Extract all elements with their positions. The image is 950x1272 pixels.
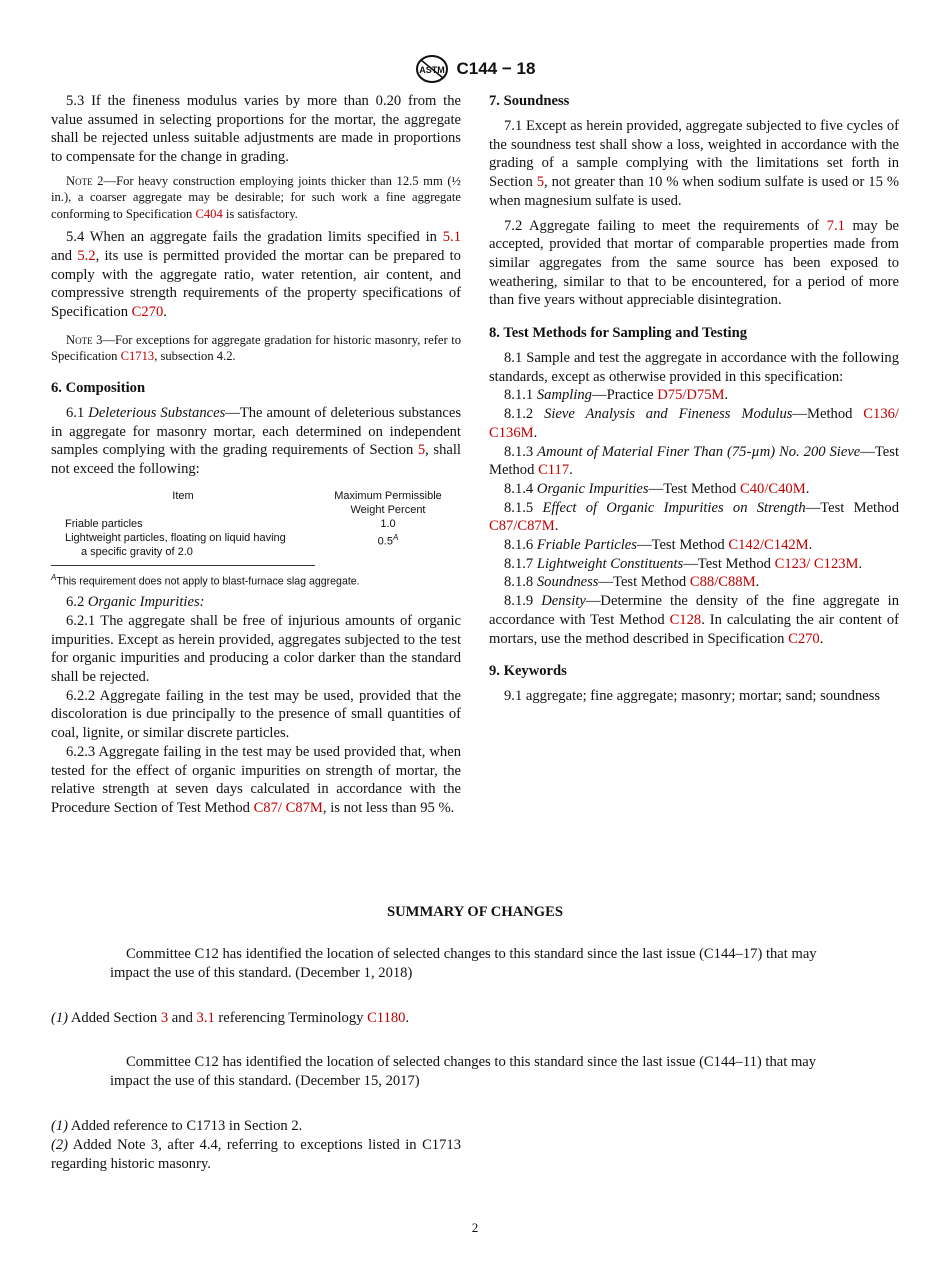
link-c128[interactable]: C128 [669,611,702,628]
para-8-1-8: 8.1.8 Soundness—Test Method C88/C88M. [504,574,760,591]
link-section-3[interactable]: 3 [160,1010,169,1026]
table-row: Friable particles 1.0 [65,517,396,530]
para-5-4: 5.4 When an aggregate fails the gradation limits specified in 5.1 and 5.2, its use is permitted provided the mortar can be prepared to comply with the aggregate ratio, water retention, air content, and compressive strength requirements of the property specifications of Specification C270. [51,229,461,321]
link-5-2[interactable]: 5.2 [77,248,96,265]
summary-title: SUMMARY OF CHANGES [387,904,563,920]
astm-logo-icon [415,54,449,84]
table-row: Lightweight particles, floating on liquid having a specific gravity of 2.0 $0.5^A$ [65,531,399,558]
link-c117[interactable]: C117 [538,462,570,479]
link-c87[interactable]: C87/C87M [489,518,555,535]
para-8-1-2: 8.1.2 Sieve Analysis and Fineness Modulus—Method C136/ C136M. [489,406,899,441]
para-8-1-6: 8.1.6 Friable Particles—Test Method C142/C142M. [504,537,813,554]
para-7-2: 7.2 Aggregate failing to meet the requirements of 7.1 may be accepted, provided that mortar of comparable properties made from similar aggregates from the same source has been exposed to weathering, similar to that to be encountered, for a period of more than five years without appreciable disintegration. [489,217,899,309]
link-c404[interactable]: C404 [195,206,223,221]
para-6-2-2: 6.2.2 Aggregate failing in the test may be used, provided that the discoloration is due principally to the presence of small quantities of coal, lignite, or similar discrete particles. [51,687,461,742]
link-c88[interactable]: C88/C88M [689,574,756,591]
link-c270[interactable]: C270 [788,630,820,647]
change-item: (1) Added reference to C1713 in Section 2. [51,1118,303,1134]
page-header [0,54,950,84]
link-c123[interactable]: C123/ C123M [774,555,859,572]
summary-para-1: Committee C12 has identified the location of selected changes to this standard since the last issue (C144–17) that may impact the use of this standard. (December 1, 2018) [110,946,817,981]
heading-composition: 6. Composition [51,379,146,396]
para-6-1: 6.1 Deleterious Substances—The amount of deleterious substances in aggregate for masonry mortar, each determined on independent samples complying with the grading requirements of Section 5, shall not exceed the following: [51,404,462,477]
link-c87[interactable]: C87/ C87M [253,799,323,816]
link-7-1[interactable]: 7.1 [826,217,845,234]
link-section-5[interactable]: 5 [536,174,545,191]
change-item: (2) Added Note 3, after 4.4, referring to exceptions listed in C1713 regarding historic masonry. [51,1137,461,1172]
para-6-2: 6.2 Organic Impurities: [66,594,205,611]
para-8-1: 8.1 Sample and test the aggregate in accordance with the following standards, except as otherwise provided in this specification: [489,350,899,385]
heading-keywords: 9. Keywords [489,663,567,680]
link-c1180[interactable]: C1180 [367,1010,406,1026]
para-9-1: 9.1 aggregate; fine aggregate; masonry; mortar; sand; soundness [504,688,881,705]
standard-code: C144 − 18 [456,59,536,78]
link-5-1[interactable]: 5.1 [442,229,461,246]
summary-para-2: Committee C12 has identified the location of selected changes to this standard since the last issue (C144–11) that may impact the use of this standard. (December 15, 2017) [110,1054,817,1089]
note-2: Note 2—For heavy construction employing joints thicker than 12.5 mm (½ in.), a coarser aggregate may be desirable; for such work a fine aggregate conforming to Specification C404 is satisfactory. [51,173,461,221]
link-c40[interactable]: C40/C40M [740,480,806,497]
table-header-max: Maximum Permissible Weight Percent [334,489,442,516]
para-8-1-3: 8.1.3 Amount of Material Finer Than (75-µm) No. 200 Sieve—Test Method C117. [489,443,899,479]
right-column [489,92,899,706]
link-section-5[interactable]: 5 [417,442,426,459]
heading-soundness: 7. Soundness [489,93,570,109]
page-number: 2 [471,1220,479,1235]
link-3-1[interactable]: 3.1 [196,1010,215,1026]
table-footnote: $^A$This requirement does not apply to blast-furnace slag aggregate. [51,572,360,588]
link-c142[interactable]: C142/C142M [728,537,809,554]
left-column [51,92,461,818]
para-8-1-7: 8.1.7 Lightweight Constituents—Test Method C123/ C123M. [504,555,863,572]
deleterious-table [51,489,461,559]
change-item: (1) Added Section 3 and 3.1 referencing Terminology C1180. [51,1010,410,1026]
table-rule [51,565,315,566]
para-6-2-3: 6.2.3 Aggregate failing in the test may be used provided that, when tested for the effect of organic impurities on strength of mortar, the relative strength at seven days calculated in accordance with the Procedure Section of Test Method C87/ C87M, is not less than 95 %. [51,743,461,816]
table-header-item: Item [172,489,194,502]
para-8-1-9: 8.1.9 Density—Determine the density of the fine aggregate in accordance with Test Method C128. In calculating the air content of mortars, use the method described in Specification C270. [489,593,900,647]
para-5-3: 5.3 If the fineness modulus varies by more than 0.20 from the value assumed in selecting proportions for the mortar, the aggregate shall be rejected unless suitable adjustments are made in proportions to compensate for the change in grading. [51,93,461,166]
astm-logo-text: ASTM [418,65,445,75]
heading-test-methods: 8. Test Methods for Sampling and Testing [489,325,748,342]
link-c1713[interactable]: C1713 [120,349,155,364]
para-6-2-1: 6.2.1 The aggregate shall be free of injurious amounts of organic impurities. Except as herein provided, aggregates subjected to the test for organic impurities and producing a color darker than the standard shall be rejected. [51,612,461,685]
para-8-1-4: 8.1.4 Organic Impurities—Test Method C40/C40M. [504,480,810,497]
link-c136[interactable]: C136/ C136M [489,406,899,441]
para-8-1-5: 8.1.5 Effect of Organic Impurities on Strength—Test Method C87/C87M. [489,499,899,535]
note-3: Note 3—For exceptions for aggregate gradation for historic masonry, refer to Specification C1713, subsection 4.2. [51,332,461,364]
link-c270[interactable]: C270 [131,304,164,321]
para-7-1: 7.1 Except as herein provided, aggregate subjected to five cycles of the soundness test shall show a loss, weighted in accordance with the grading of a sample complying with the limitations set forth in Section 5, not greater than 10 % when sodium sulfate is used or 15 % when magnesium sulfate is used. [489,118,899,209]
link-d75[interactable]: D75/D75M [657,387,725,404]
para-8-1-1: 8.1.1 Sampling—Practice D75/D75M. [504,387,729,404]
